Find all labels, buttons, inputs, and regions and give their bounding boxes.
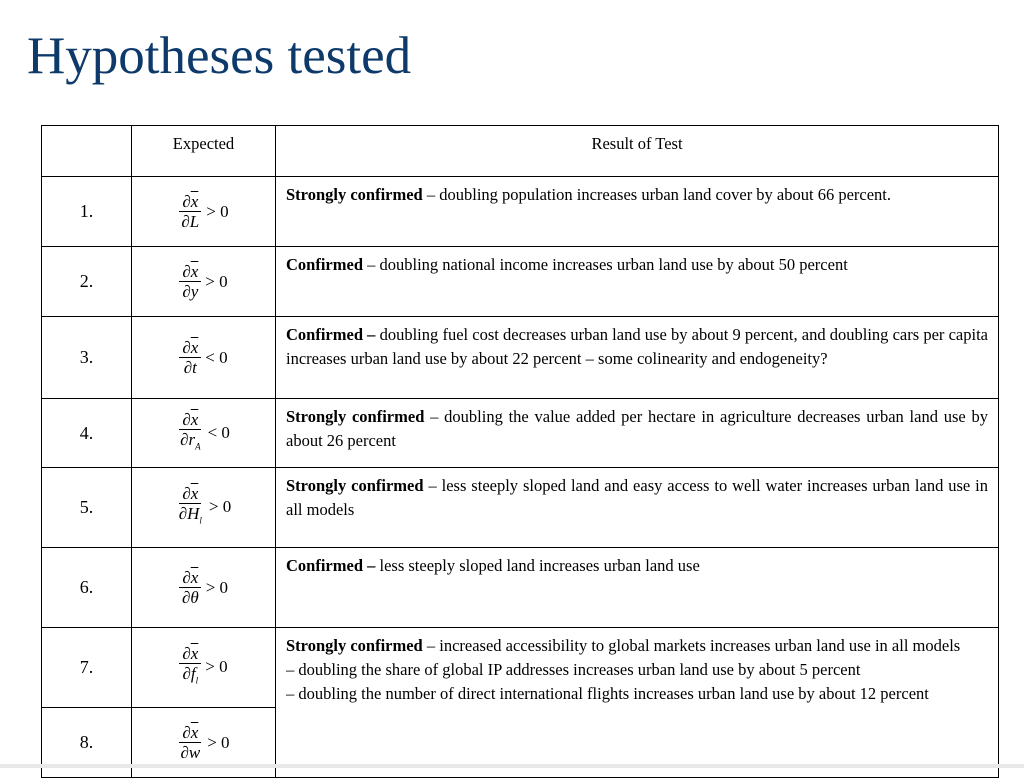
row-number: 3. — [42, 317, 132, 399]
row-number: 2. — [42, 247, 132, 317]
result-extra-line: – doubling the number of direct international flights increases urban land use by about 12 percent — [286, 684, 929, 703]
numerator: $\partial\overline{x}$ — [179, 262, 201, 282]
result-text: – less steeply sloped land and easy access to well water increases urban land use in all models — [286, 476, 988, 519]
result-cell — [276, 548, 999, 628]
result-verdict: Strongly confirmed — [286, 407, 425, 426]
row-number: 4. — [42, 399, 132, 468]
result-text: – doubling national income increases urban land use by about 50 percent — [363, 255, 848, 274]
denominator: ∂y — [182, 282, 199, 301]
row-number: 6. — [42, 548, 132, 628]
table-header-row — [42, 126, 999, 177]
result-verdict: Confirmed – — [286, 325, 376, 344]
denominator-subscript: A — [195, 441, 201, 452]
relation: > 0 — [205, 577, 229, 597]
denominator-base: ∂H — [178, 504, 200, 524]
row-number: 7. — [42, 628, 132, 708]
result-text: – doubling the value added per hectare in agriculture decreases urban land use by about 26 percent — [286, 407, 988, 450]
denominator: ∂L — [181, 212, 200, 231]
relation: < 0 — [205, 347, 228, 367]
result-verdict: Confirmed — [286, 255, 363, 274]
denominator: ∂t — [183, 358, 197, 377]
header-expected: Expected — [132, 126, 276, 177]
table-row — [42, 548, 999, 628]
header-blank — [42, 126, 132, 177]
expected-derivative — [132, 317, 276, 399]
numerator: $\partial\overline{x}$ — [179, 338, 201, 358]
numerator: $\partial\overline{x}$ — [179, 723, 201, 743]
result-cell — [276, 247, 999, 317]
numerator: $\partial\overline{x}$ — [179, 484, 201, 504]
denominator: ∂w — [180, 743, 201, 762]
relation: > 0 — [205, 271, 228, 291]
table-row — [42, 468, 999, 548]
result-extra-line: – doubling the share of global IP addresses increases urban land use by about 5 percent — [286, 660, 861, 679]
expected-derivative — [132, 247, 276, 317]
denominator-base: ∂f — [182, 664, 196, 684]
expected-derivative — [132, 628, 276, 708]
relation: > 0 — [207, 732, 230, 752]
expected-derivative — [132, 548, 276, 628]
result-text: less steeply sloped land increases urban land use — [375, 556, 700, 575]
slide-bottom-edge — [0, 764, 1024, 768]
table-row — [42, 628, 999, 708]
denominator-base: ∂r — [180, 429, 196, 449]
expected-derivative — [132, 177, 276, 247]
relation: < 0 — [207, 422, 230, 442]
expected-derivative — [132, 468, 276, 548]
denominator — [176, 504, 205, 530]
relation: > 0 — [206, 201, 229, 221]
result-text: doubling fuel cost decreases urban land use by about 9 percent, and doubling cars per capita increases urban land use by about 22 percent – some colinearity and endogeneity? — [286, 325, 988, 368]
table-row — [42, 399, 999, 468]
result-text: – doubling population increases urban land cover by about 66 percent. — [422, 185, 892, 204]
relation: > 0 — [208, 497, 232, 517]
result-verdict: Strongly confirmed — [286, 476, 424, 495]
row-number: 8. — [42, 708, 132, 778]
table-row — [42, 177, 999, 247]
result-verdict: Strongly confirmed — [286, 185, 423, 204]
result-cell — [276, 628, 999, 778]
relation: > 0 — [205, 657, 228, 677]
denominator — [177, 430, 204, 456]
numerator: $\partial\overline{x}$ — [179, 410, 201, 430]
result-cell — [276, 468, 999, 548]
numerator: $\partial\overline{x}$ — [179, 644, 201, 664]
numerator: $\partial\overline{x}$ — [179, 568, 201, 588]
hypotheses-table — [41, 125, 999, 778]
denominator-subscript: l — [195, 675, 199, 686]
result-cell — [276, 399, 999, 468]
header-result: Result of Test — [276, 126, 999, 177]
table-row — [42, 317, 999, 399]
expected-derivative — [132, 399, 276, 468]
row-number: 1. — [42, 177, 132, 247]
numerator: $\partial\overline{x}$ — [179, 192, 201, 212]
result-verdict: Confirmed – — [286, 556, 376, 575]
table-row — [42, 247, 999, 317]
result-cell — [276, 177, 999, 247]
result-text: – increased accessibility to global markets increases urban land use in all models — [422, 636, 961, 655]
denominator-subscript: l — [199, 515, 202, 526]
result-verdict: Strongly confirmed — [286, 636, 423, 655]
denominator: ∂θ — [181, 588, 199, 607]
denominator — [180, 664, 202, 690]
result-cell — [276, 317, 999, 399]
row-number: 5. — [42, 468, 132, 548]
slide-title: Hypotheses tested — [27, 27, 412, 85]
